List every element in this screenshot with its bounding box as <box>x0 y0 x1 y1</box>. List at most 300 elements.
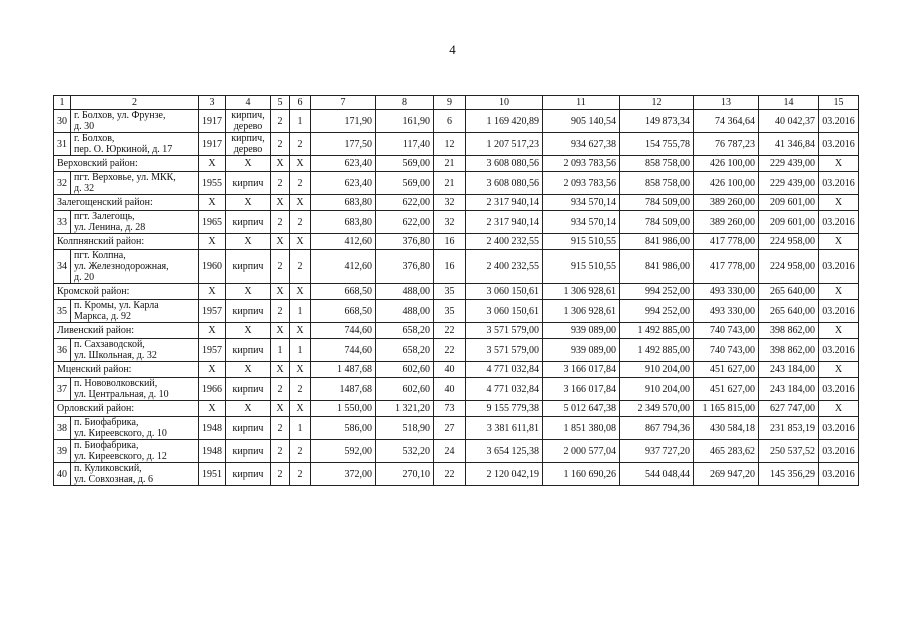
floors-cell: 2 <box>271 440 290 463</box>
year-cell: 1960 <box>199 250 226 284</box>
fund-cell: 915 510,55 <box>543 234 620 250</box>
cost-total-cell: 1 169 420,89 <box>466 110 543 133</box>
municipal-budget-cell: 417 778,00 <box>694 234 759 250</box>
total-area-cell: 623,40 <box>311 156 376 172</box>
floors-cell: 2 <box>271 172 290 195</box>
material-cell: кирпич <box>226 417 271 440</box>
owners-funds-cell: 209 601,00 <box>759 195 819 211</box>
row-number-cell: 35 <box>54 300 71 323</box>
fund-cell: 2 000 577,04 <box>543 440 620 463</box>
municipal-budget-cell: 430 584,18 <box>694 417 759 440</box>
owners-funds-cell: 41 346,84 <box>759 133 819 156</box>
municipal-budget-cell: 740 743,00 <box>694 339 759 362</box>
living-area-cell: 518,90 <box>376 417 434 440</box>
district-subtotal-row <box>54 234 859 250</box>
total-area-cell: 1487,68 <box>311 378 376 401</box>
column-number-8: 8 <box>376 96 434 110</box>
year-cell: 1965 <box>199 211 226 234</box>
fund-cell: 1 306 928,61 <box>543 284 620 300</box>
regional-budget-cell: 910 204,00 <box>620 362 694 378</box>
material-cell: кирпич, дерево <box>226 133 271 156</box>
owners-funds-cell: 243 184,00 <box>759 362 819 378</box>
regional-budget-cell: 1 492 885,00 <box>620 323 694 339</box>
fund-cell: 934 627,38 <box>543 133 620 156</box>
total-area-cell: 683,80 <box>311 211 376 234</box>
regional-budget-cell: 1 492 885,00 <box>620 339 694 362</box>
deadline-cell: 03.2016 <box>819 463 859 486</box>
district-name-cell: Орловский район: <box>54 401 199 417</box>
total-area-cell: 372,00 <box>311 463 376 486</box>
deadline-cell: 03.2016 <box>819 339 859 362</box>
residents-cell: 35 <box>434 300 466 323</box>
fund-cell: 939 089,00 <box>543 339 620 362</box>
floors-cell: 2 <box>271 378 290 401</box>
building-row <box>54 339 859 362</box>
total-area-cell: 668,50 <box>311 300 376 323</box>
fund-cell: 934 570,14 <box>543 211 620 234</box>
district-subtotal-row <box>54 401 859 417</box>
material-cell: кирпич <box>226 378 271 401</box>
total-area-cell: 683,80 <box>311 195 376 211</box>
district-subtotal-row <box>54 362 859 378</box>
deadline-cell: 03.2016 <box>819 440 859 463</box>
owners-funds-cell: 209 601,00 <box>759 211 819 234</box>
municipal-budget-cell: 451 627,00 <box>694 362 759 378</box>
material-cell: кирпич <box>226 440 271 463</box>
column-number-3: 3 <box>199 96 226 110</box>
cost-total-cell: 3 654 125,38 <box>466 440 543 463</box>
floors-cell: 2 <box>271 250 290 284</box>
residents-cell: 6 <box>434 110 466 133</box>
entrances-cell: 2 <box>290 463 311 486</box>
entrances-cell: 2 <box>290 172 311 195</box>
row-number-cell: 33 <box>54 211 71 234</box>
entrances-cell: 2 <box>290 211 311 234</box>
cost-total-cell: 2 317 940,14 <box>466 211 543 234</box>
column-number-13: 13 <box>694 96 759 110</box>
year-cell: 1957 <box>199 300 226 323</box>
owners-funds-cell: 229 439,00 <box>759 156 819 172</box>
cost-total-cell: 3 571 579,00 <box>466 323 543 339</box>
living-area-cell: 488,00 <box>376 300 434 323</box>
address-cell: п. Биофабрика, ул. Киреевского, д. 10 <box>71 417 199 440</box>
municipal-budget-cell: 417 778,00 <box>694 250 759 284</box>
regional-budget-cell: 784 509,00 <box>620 195 694 211</box>
owners-funds-cell: 265 640,00 <box>759 300 819 323</box>
year-cell: 1951 <box>199 463 226 486</box>
regional-budget-cell: 867 794,36 <box>620 417 694 440</box>
fund-cell: 939 089,00 <box>543 323 620 339</box>
owners-funds-cell: 627 747,00 <box>759 401 819 417</box>
cost-total-cell: 3 060 150,61 <box>466 284 543 300</box>
deadline-cell: 03.2016 <box>819 133 859 156</box>
material-cell: кирпич <box>226 339 271 362</box>
district-subtotal-row <box>54 284 859 300</box>
address-cell: п. Нововолковский, ул. Центральная, д. 10 <box>71 378 199 401</box>
material-cell: кирпич <box>226 172 271 195</box>
fund-cell: 934 570,14 <box>543 195 620 211</box>
year-cell: X <box>199 362 226 378</box>
entrances-cell: 1 <box>290 339 311 362</box>
regional-budget-cell: 784 509,00 <box>620 211 694 234</box>
municipal-budget-cell: 389 260,00 <box>694 195 759 211</box>
building-row <box>54 440 859 463</box>
cost-total-cell: 9 155 779,38 <box>466 401 543 417</box>
district-name-cell: Верховский район: <box>54 156 199 172</box>
district-name-cell: Кромской район: <box>54 284 199 300</box>
deadline-cell: X <box>819 323 859 339</box>
living-area-cell: 1 321,20 <box>376 401 434 417</box>
column-number-1: 1 <box>54 96 71 110</box>
entrances-cell: 2 <box>290 440 311 463</box>
municipal-budget-cell: 1 165 815,00 <box>694 401 759 417</box>
residents-cell: 12 <box>434 133 466 156</box>
municipal-budget-cell: 740 743,00 <box>694 323 759 339</box>
material-cell: X <box>226 195 271 211</box>
column-number-10: 10 <box>466 96 543 110</box>
material-cell: X <box>226 284 271 300</box>
district-name-cell: Колпнянский район: <box>54 234 199 250</box>
floors-cell: X <box>271 234 290 250</box>
entrances-cell: X <box>290 234 311 250</box>
building-row <box>54 110 859 133</box>
entrances-cell: 1 <box>290 300 311 323</box>
municipal-budget-cell: 426 100,00 <box>694 172 759 195</box>
column-number-2: 2 <box>71 96 199 110</box>
row-number-cell: 38 <box>54 417 71 440</box>
living-area-cell: 602,60 <box>376 378 434 401</box>
entrances-cell: 2 <box>290 250 311 284</box>
residents-cell: 40 <box>434 362 466 378</box>
district-name-cell: Мценский район: <box>54 362 199 378</box>
material-cell: X <box>226 156 271 172</box>
column-number-14: 14 <box>759 96 819 110</box>
regional-budget-cell: 149 873,34 <box>620 110 694 133</box>
material-cell: X <box>226 362 271 378</box>
living-area-cell: 270,10 <box>376 463 434 486</box>
address-cell: пгт. Колпна, ул. Железнодорожная, д. 20 <box>71 250 199 284</box>
deadline-cell: X <box>819 401 859 417</box>
residents-cell: 21 <box>434 172 466 195</box>
row-number-cell: 31 <box>54 133 71 156</box>
deadline-cell: 03.2016 <box>819 378 859 401</box>
residents-cell: 27 <box>434 417 466 440</box>
year-cell: X <box>199 234 226 250</box>
deadline-cell: 03.2016 <box>819 110 859 133</box>
district-subtotal-row <box>54 195 859 211</box>
page-number: 4 <box>449 42 456 57</box>
floors-cell: X <box>271 323 290 339</box>
regional-budget-cell: 910 204,00 <box>620 378 694 401</box>
total-area-cell: 171,90 <box>311 110 376 133</box>
address-cell: пгт. Верховье, ул. МКК, д. 32 <box>71 172 199 195</box>
regional-budget-cell: 994 252,00 <box>620 284 694 300</box>
living-area-cell: 602,60 <box>376 362 434 378</box>
entrances-cell: X <box>290 195 311 211</box>
owners-funds-cell: 145 356,29 <box>759 463 819 486</box>
total-area-cell: 177,50 <box>311 133 376 156</box>
year-cell: 1948 <box>199 417 226 440</box>
fund-cell: 1 851 380,08 <box>543 417 620 440</box>
year-cell: X <box>199 195 226 211</box>
owners-funds-cell: 40 042,37 <box>759 110 819 133</box>
deadline-cell: 03.2016 <box>819 417 859 440</box>
address-cell: п. Сахзаводской, ул. Школьная, д. 32 <box>71 339 199 362</box>
column-number-row <box>54 96 859 110</box>
building-row <box>54 417 859 440</box>
cost-total-cell: 4 771 032,84 <box>466 378 543 401</box>
fund-cell: 915 510,55 <box>543 250 620 284</box>
floors-cell: X <box>271 156 290 172</box>
entrances-cell: 1 <box>290 417 311 440</box>
residents-cell: 32 <box>434 211 466 234</box>
column-number-9: 9 <box>434 96 466 110</box>
year-cell: X <box>199 323 226 339</box>
cost-total-cell: 1 207 517,23 <box>466 133 543 156</box>
floors-cell: 2 <box>271 417 290 440</box>
address-cell: п. Биофабрика, ул. Киреевского, д. 12 <box>71 440 199 463</box>
building-row <box>54 172 859 195</box>
housing-registry-table <box>53 95 859 486</box>
registry-body <box>54 110 859 486</box>
regional-budget-cell: 994 252,00 <box>620 300 694 323</box>
regional-budget-cell: 841 986,00 <box>620 250 694 284</box>
residents-cell: 40 <box>434 378 466 401</box>
municipal-budget-cell: 465 283,62 <box>694 440 759 463</box>
row-number-cell: 36 <box>54 339 71 362</box>
row-number-cell: 37 <box>54 378 71 401</box>
year-cell: X <box>199 284 226 300</box>
address-cell: г. Болхов, пер. О. Юркиной, д. 17 <box>71 133 199 156</box>
building-row <box>54 378 859 401</box>
municipal-budget-cell: 426 100,00 <box>694 156 759 172</box>
fund-cell: 5 012 647,38 <box>543 401 620 417</box>
material-cell: кирпич <box>226 250 271 284</box>
column-number-11: 11 <box>543 96 620 110</box>
deadline-cell: 03.2016 <box>819 250 859 284</box>
total-area-cell: 592,00 <box>311 440 376 463</box>
living-area-cell: 117,40 <box>376 133 434 156</box>
fund-cell: 905 140,54 <box>543 110 620 133</box>
year-cell: X <box>199 156 226 172</box>
floors-cell: X <box>271 284 290 300</box>
owners-funds-cell: 243 184,00 <box>759 378 819 401</box>
floors-cell: 2 <box>271 463 290 486</box>
year-cell: 1957 <box>199 339 226 362</box>
municipal-budget-cell: 493 330,00 <box>694 300 759 323</box>
deadline-cell: X <box>819 362 859 378</box>
address-cell: п. Куликовский, ул. Совхозная, д. 6 <box>71 463 199 486</box>
district-name-cell: Ливенский район: <box>54 323 199 339</box>
address-cell: г. Болхов, ул. Фрунзе, д. 30 <box>71 110 199 133</box>
entrances-cell: X <box>290 401 311 417</box>
address-cell: п. Кромы, ул. Карла Маркса, д. 92 <box>71 300 199 323</box>
total-area-cell: 412,60 <box>311 250 376 284</box>
building-row <box>54 463 859 486</box>
living-area-cell: 658,20 <box>376 323 434 339</box>
living-area-cell: 658,20 <box>376 339 434 362</box>
fund-cell: 2 093 783,56 <box>543 156 620 172</box>
total-area-cell: 1 550,00 <box>311 401 376 417</box>
floors-cell: 2 <box>271 133 290 156</box>
total-area-cell: 623,40 <box>311 172 376 195</box>
column-number-6: 6 <box>290 96 311 110</box>
entrances-cell: X <box>290 323 311 339</box>
total-area-cell: 744,60 <box>311 323 376 339</box>
municipal-budget-cell: 74 364,64 <box>694 110 759 133</box>
owners-funds-cell: 398 862,00 <box>759 323 819 339</box>
column-number-4: 4 <box>226 96 271 110</box>
deadline-cell: 03.2016 <box>819 211 859 234</box>
floors-cell: X <box>271 401 290 417</box>
cost-total-cell: 2 400 232,55 <box>466 250 543 284</box>
fund-cell: 2 093 783,56 <box>543 172 620 195</box>
cost-total-cell: 2 400 232,55 <box>466 234 543 250</box>
year-cell: 1917 <box>199 133 226 156</box>
owners-funds-cell: 229 439,00 <box>759 172 819 195</box>
owners-funds-cell: 250 537,52 <box>759 440 819 463</box>
column-number-7: 7 <box>311 96 376 110</box>
living-area-cell: 622,00 <box>376 211 434 234</box>
residents-cell: 16 <box>434 250 466 284</box>
regional-budget-cell: 544 048,44 <box>620 463 694 486</box>
owners-funds-cell: 398 862,00 <box>759 339 819 362</box>
municipal-budget-cell: 269 947,20 <box>694 463 759 486</box>
regional-budget-cell: 154 755,78 <box>620 133 694 156</box>
municipal-budget-cell: 451 627,00 <box>694 378 759 401</box>
material-cell: X <box>226 234 271 250</box>
deadline-cell: X <box>819 195 859 211</box>
living-area-cell: 161,90 <box>376 110 434 133</box>
owners-funds-cell: 224 958,00 <box>759 234 819 250</box>
total-area-cell: 1 487,68 <box>311 362 376 378</box>
regional-budget-cell: 858 758,00 <box>620 172 694 195</box>
total-area-cell: 744,60 <box>311 339 376 362</box>
residents-cell: 24 <box>434 440 466 463</box>
floors-cell: 2 <box>271 110 290 133</box>
material-cell: X <box>226 323 271 339</box>
municipal-budget-cell: 493 330,00 <box>694 284 759 300</box>
residents-cell: 16 <box>434 234 466 250</box>
row-number-cell: 30 <box>54 110 71 133</box>
cost-total-cell: 3 608 080,56 <box>466 156 543 172</box>
material-cell: кирпич <box>226 211 271 234</box>
total-area-cell: 412,60 <box>311 234 376 250</box>
living-area-cell: 376,80 <box>376 234 434 250</box>
cost-total-cell: 4 771 032,84 <box>466 362 543 378</box>
deadline-cell: 03.2016 <box>819 172 859 195</box>
residents-cell: 22 <box>434 339 466 362</box>
address-cell: пгт. Залегощь, ул. Ленина, д. 28 <box>71 211 199 234</box>
material-cell: кирпич <box>226 300 271 323</box>
floors-cell: X <box>271 195 290 211</box>
column-number-5: 5 <box>271 96 290 110</box>
material-cell: кирпич <box>226 463 271 486</box>
residents-cell: 32 <box>434 195 466 211</box>
floors-cell: 2 <box>271 300 290 323</box>
row-number-cell: 34 <box>54 250 71 284</box>
entrances-cell: 2 <box>290 133 311 156</box>
district-subtotal-row <box>54 156 859 172</box>
district-name-cell: Залегощенский район: <box>54 195 199 211</box>
regional-budget-cell: 937 727,20 <box>620 440 694 463</box>
column-number-15: 15 <box>819 96 859 110</box>
residents-cell: 21 <box>434 156 466 172</box>
row-number-cell: 40 <box>54 463 71 486</box>
material-cell: кирпич, дерево <box>226 110 271 133</box>
cost-total-cell: 3 381 611,81 <box>466 417 543 440</box>
year-cell: 1917 <box>199 110 226 133</box>
deadline-cell: X <box>819 156 859 172</box>
district-subtotal-row <box>54 323 859 339</box>
fund-cell: 1 160 690,26 <box>543 463 620 486</box>
residents-cell: 22 <box>434 463 466 486</box>
cost-total-cell: 3 571 579,00 <box>466 339 543 362</box>
entrances-cell: 2 <box>290 378 311 401</box>
cost-total-cell: 3 060 150,61 <box>466 300 543 323</box>
cost-total-cell: 2 317 940,14 <box>466 195 543 211</box>
fund-cell: 1 306 928,61 <box>543 300 620 323</box>
living-area-cell: 376,80 <box>376 250 434 284</box>
owners-funds-cell: 265 640,00 <box>759 284 819 300</box>
total-area-cell: 586,00 <box>311 417 376 440</box>
residents-cell: 73 <box>434 401 466 417</box>
owners-funds-cell: 224 958,00 <box>759 250 819 284</box>
living-area-cell: 569,00 <box>376 172 434 195</box>
entrances-cell: X <box>290 362 311 378</box>
column-number-12: 12 <box>620 96 694 110</box>
cost-total-cell: 3 608 080,56 <box>466 172 543 195</box>
deadline-cell: X <box>819 284 859 300</box>
living-area-cell: 622,00 <box>376 195 434 211</box>
municipal-budget-cell: 76 787,23 <box>694 133 759 156</box>
floors-cell: 2 <box>271 211 290 234</box>
residents-cell: 22 <box>434 323 466 339</box>
regional-budget-cell: 841 986,00 <box>620 234 694 250</box>
year-cell: 1966 <box>199 378 226 401</box>
deadline-cell: X <box>819 234 859 250</box>
living-area-cell: 532,20 <box>376 440 434 463</box>
entrances-cell: 1 <box>290 110 311 133</box>
floors-cell: 1 <box>271 339 290 362</box>
building-row <box>54 133 859 156</box>
floors-cell: X <box>271 362 290 378</box>
municipal-budget-cell: 389 260,00 <box>694 211 759 234</box>
owners-funds-cell: 231 853,19 <box>759 417 819 440</box>
regional-budget-cell: 858 758,00 <box>620 156 694 172</box>
row-number-cell: 39 <box>54 440 71 463</box>
total-area-cell: 668,50 <box>311 284 376 300</box>
fund-cell: 3 166 017,84 <box>543 362 620 378</box>
building-row <box>54 250 859 284</box>
entrances-cell: X <box>290 284 311 300</box>
year-cell: X <box>199 401 226 417</box>
fund-cell: 3 166 017,84 <box>543 378 620 401</box>
row-number-cell: 32 <box>54 172 71 195</box>
year-cell: 1955 <box>199 172 226 195</box>
building-row <box>54 300 859 323</box>
year-cell: 1948 <box>199 440 226 463</box>
deadline-cell: 03.2016 <box>819 300 859 323</box>
material-cell: X <box>226 401 271 417</box>
building-row <box>54 211 859 234</box>
residents-cell: 35 <box>434 284 466 300</box>
entrances-cell: X <box>290 156 311 172</box>
cost-total-cell: 2 120 042,19 <box>466 463 543 486</box>
living-area-cell: 569,00 <box>376 156 434 172</box>
regional-budget-cell: 2 349 570,00 <box>620 401 694 417</box>
living-area-cell: 488,00 <box>376 284 434 300</box>
